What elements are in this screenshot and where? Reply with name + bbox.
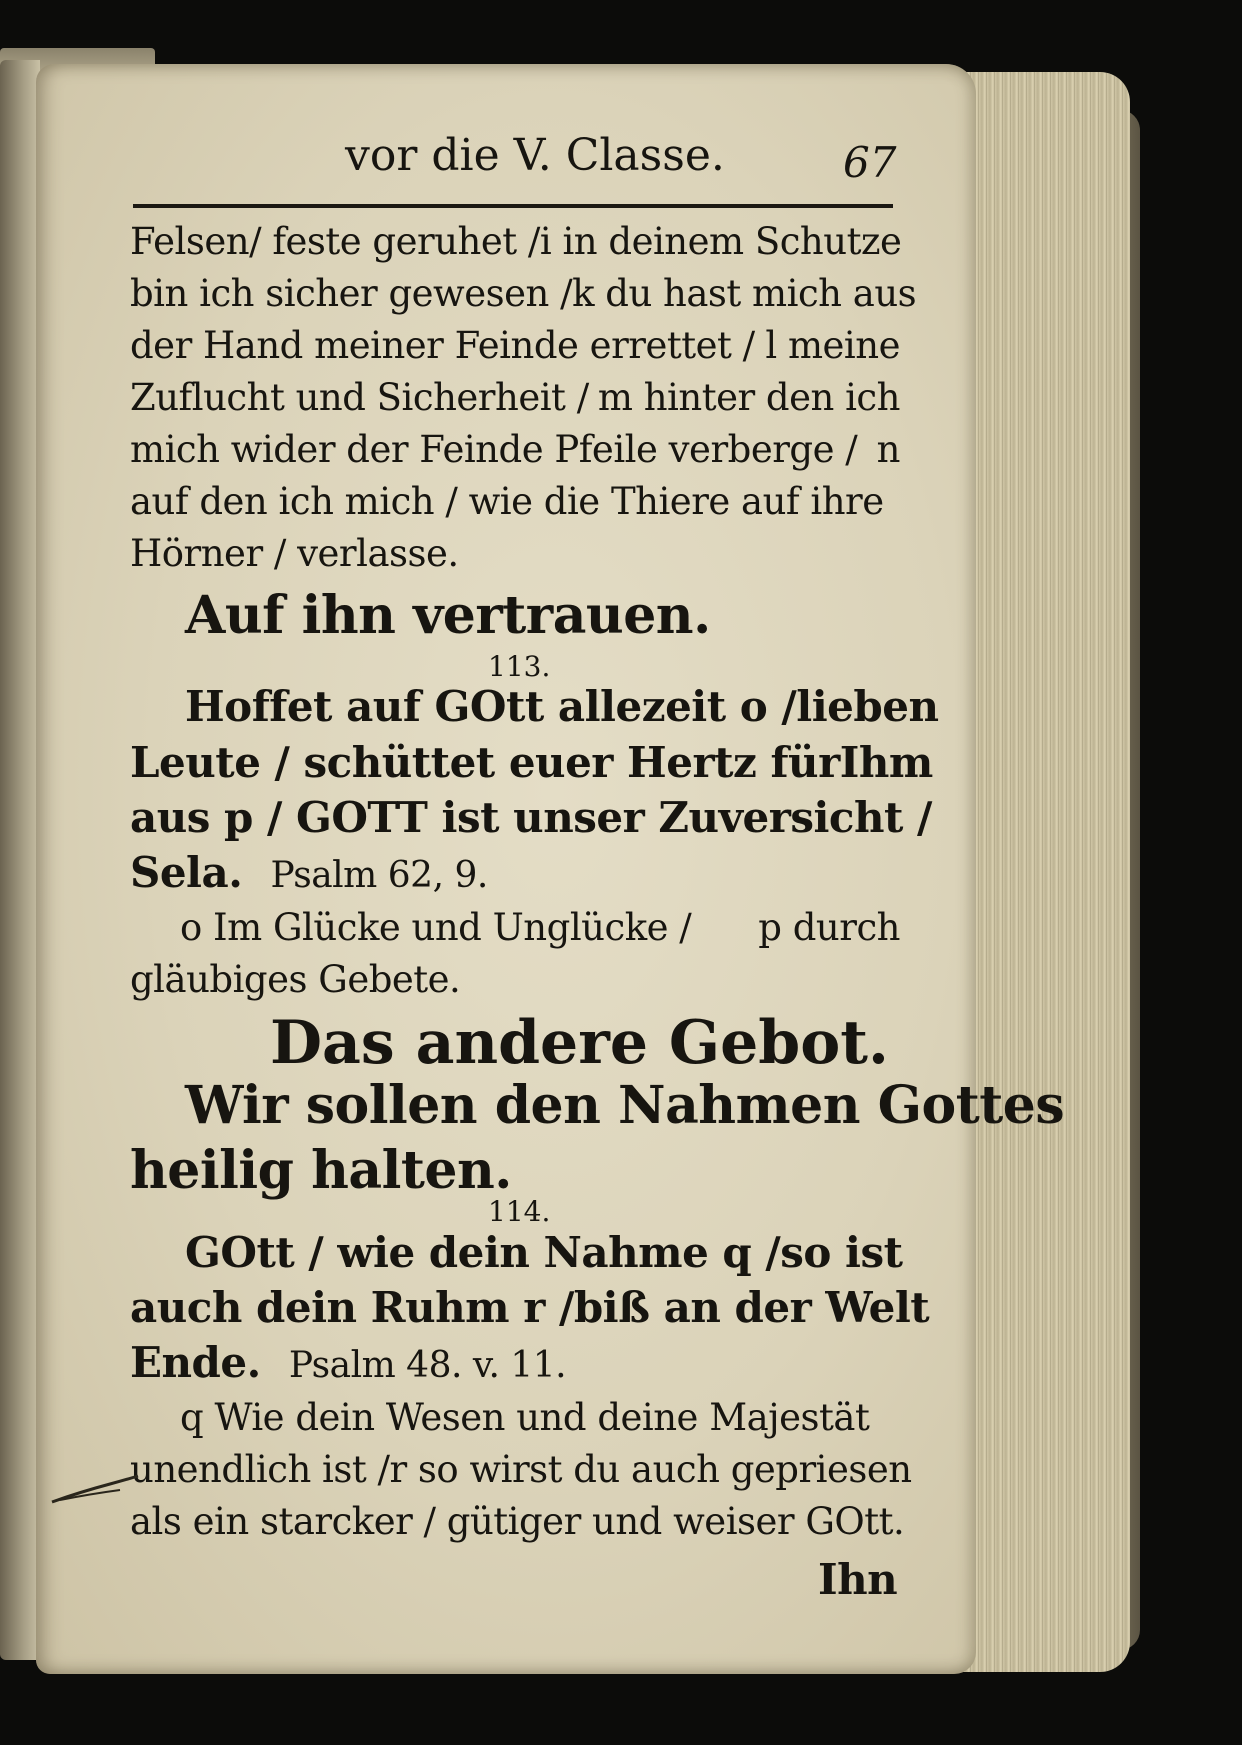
verse-line [185,1228,903,1277]
text-line [130,532,459,575]
footnote-line [130,1448,912,1491]
text-segment: o Im Glücke und Unglücke / [180,906,692,949]
psalm-reference: Psalm 48. v. 11. [288,1345,567,1386]
text-line [130,480,884,523]
pen-stroke-mark [50,1470,140,1510]
text-segment: so ist [780,1228,903,1277]
text-line [130,220,900,263]
text-segment: bin ich sicher gewesen / [130,272,573,315]
text-segment: n [876,428,900,471]
page-number: 67 [843,138,897,187]
text-segment: Ende. [130,1338,261,1387]
text-segment: als ein starcker / gütiger und weiser GOtt. [130,1500,905,1543]
footnote-line [130,1500,904,1543]
catchword: Ihn [818,1555,898,1604]
text-segment: der Hand meiner Feinde errettet / [130,324,755,367]
text-segment: m hinter den ich [597,376,900,419]
verse-line [185,682,939,731]
text-segment: lieben [796,682,939,731]
text-segment: aus p / GOTT ist unser Zuversicht / [130,793,932,842]
verse-line [130,793,932,842]
text-segment: i in deinem Schutze [539,220,902,263]
verse-number: 113. [488,650,551,683]
text-line [130,272,917,315]
section-heading: Auf ihn vertrauen. [185,585,711,646]
verse-line [130,1283,930,1332]
header-rule [133,204,893,208]
text-segment: r so wirst du auch gepriesen [389,1448,912,1491]
text-segment: Hörner / verlasse. [130,532,459,575]
psalm-reference: Psalm 62, 9. [270,855,488,896]
footnote-line [130,958,460,1001]
section-subtitle: heilig halten. [130,1140,512,1201]
text-segment: Zuflucht und Sicherheit / [130,376,589,419]
verse-number: 114. [488,1195,551,1228]
section-title: Das andere Gebot. [270,1008,889,1078]
text-segment: auch dein Ruhm r / [130,1283,574,1332]
text-segment: Hoffet auf GOtt allezeit o / [185,682,797,731]
footnote-line [180,906,900,949]
text-segment: l meine [765,324,900,367]
text-segment: GOtt / wie dein Nahme q / [185,1228,781,1277]
verse-line [130,848,488,897]
text-line [130,324,900,367]
fore-edge-pages [955,72,1130,1672]
left-page-edge [0,60,40,1660]
text-segment: Felsen/ feste geruhet / [130,220,540,263]
section-subtitle: Wir sollen den Nahmen Gottes [185,1075,1065,1136]
text-segment: Sela. [130,848,243,897]
text-line [130,376,900,419]
text-segment: biß an der Welt [573,1283,930,1332]
text-segment: Leute / schüttet euer Hertz für [130,738,840,787]
text-segment: k du hast mich aus [572,272,917,315]
running-head: vor die V. Classe. [345,130,725,181]
text-segment: q Wie dein Wesen und deine Majestät [180,1396,870,1439]
text-segment: p durch [758,906,900,949]
text-line [130,428,900,471]
footnote-line [180,1396,869,1439]
text-segment: mich wider der Feinde Pfeile verberge / [130,428,858,471]
text-segment: auf den ich mich / wie die Thiere auf ihre [130,480,884,523]
text-segment: gläubiges Gebete. [130,958,461,1001]
verse-line [130,1338,566,1387]
text-segment: unendlich ist / [130,1448,390,1491]
text-segment: Ihm [839,738,933,787]
verse-line [130,738,933,787]
